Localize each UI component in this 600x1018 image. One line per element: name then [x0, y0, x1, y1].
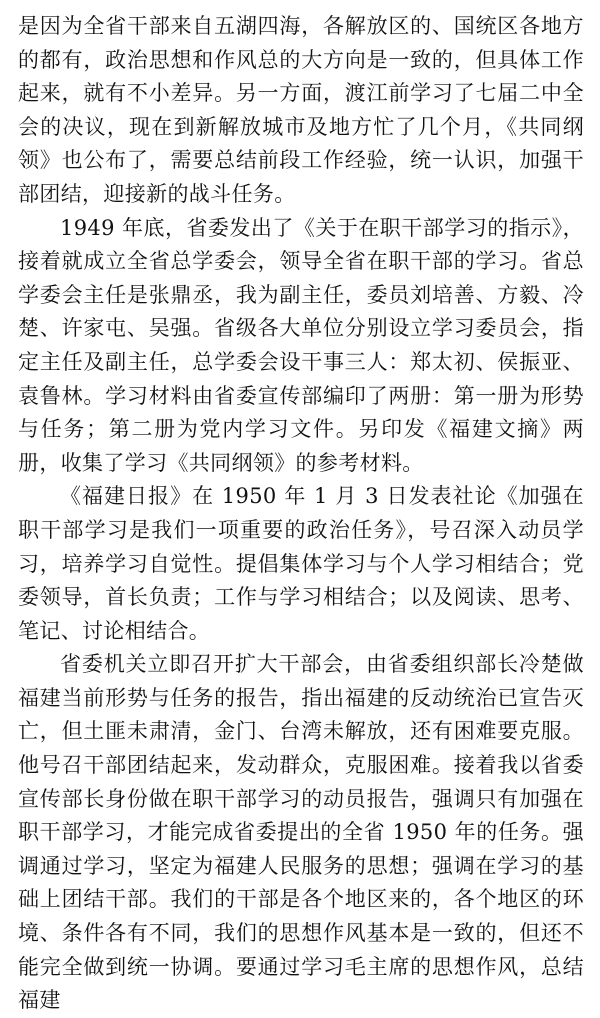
document-page	[18, 10, 584, 1018]
paragraph-study-directive: 1949 年底，省委发出了《关于在职干部学习的指示》，接着就成立全省总学委会，领导全省在职干部的学习。省总学委会主任是张鼎丞，我为副主任，委员刘培善、方毅、冷楚、许家屯、吴强。省级各大单位分别设立学习委员会，指定主任及副主任，总学委会设干事三人：郑太初、侯振亚、袁鲁林。学习材料由省委宣传部编印了两册：第一册为形势与任务；第二册为党内学习文件。另印发《福建文摘》两册，收集了学习《共同纲领》的参考材料。	[18, 215, 584, 475]
paragraph-cadre-meeting: 省委机关立即召开扩大干部会，由省委组织部长冷楚做福建当前形势与任务的报告，指出福建的反动统治已宣告灭亡，但土匪未肃清，金门、台湾未解放，还有困难要克服。他号召干部团结起来，发动群众，克服困难。接着我以省委宣传部长身份做在职干部学习的动员报告，强调只有加强在职干部学习，才能完成省委提出的全省 1950 年的任务。强调通过学习，坚定为福建人民服务的思想；强调在学习的基础上团结干部。我们的干部是各个地区来的，各个地区的环境、条件各有不同，我们的思想作风基本是一致的，但还不能完全做到统一协调。要通过学习毛主席的思想作风，总结福建	[18, 652, 584, 1013]
paragraph-continued: 是因为全省干部来自五湖四海，各解放区的、国统区各地方的都有，政治思想和作风总的大方向是一致的，但具体工作起来，就有不小差异。另一方面，渡江前学习了七届二中全会的决议，现在到新解放城市及地方忙了几个月，《共同纲领》也公布了，需要总结前段工作经验，统一认识，加强干部团结，迎接新的战斗任务。	[18, 14, 584, 206]
paragraph-fujian-daily-editorial: 《福建日报》在 1950 年 1 月 3 日发表社论《加强在职干部学习是我们一项重要的政治任务》，号召深入动员学习，培养学习自觉性。提倡集体学习与个人学习相结合；党委领导，首长负责；工作与学习相结合；以及阅读、思考、笔记、讨论相结合。	[18, 484, 584, 643]
